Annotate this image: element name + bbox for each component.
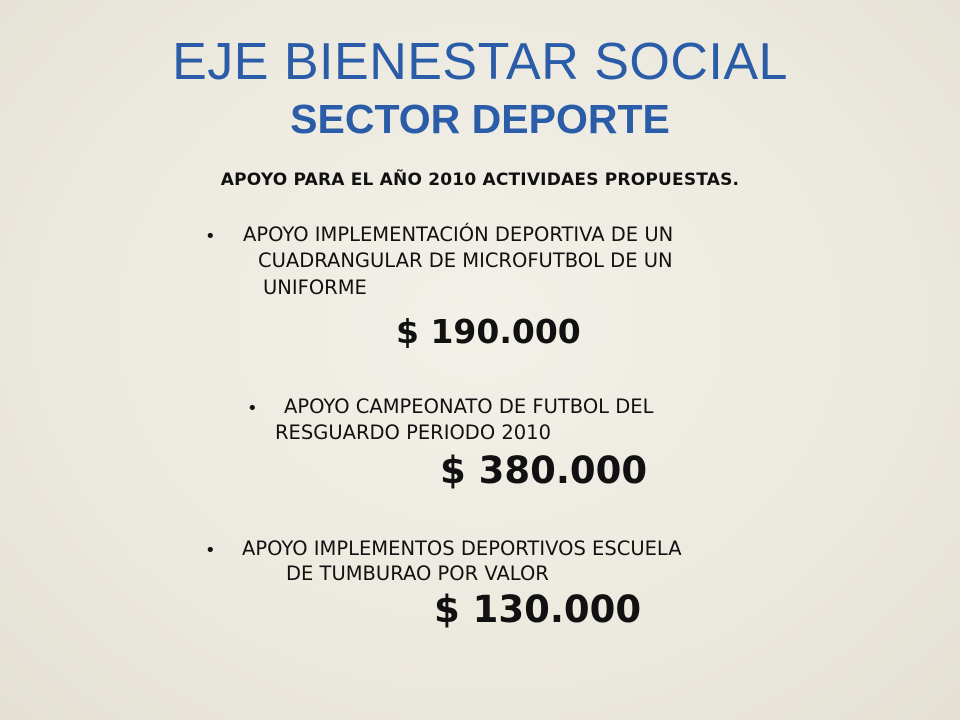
bullet-dot-icon: • xyxy=(205,226,216,247)
bullet-text-line: CUADRANGULAR DE MICROFUTBOL DE UN xyxy=(258,249,673,272)
intro-heading: APOYO PARA EL AÑO 2010 ACTIVIDAES PROPUESTAS. xyxy=(220,170,740,190)
bullet-text-line: APOYO CAMPEONATO DE FUTBOL DEL xyxy=(284,395,654,418)
bullet-text-line: APOYO IMPLEMENTOS DEPORTIVOS ESCUELA xyxy=(242,537,682,560)
slide-title: EJE BIENESTAR SOCIAL xyxy=(172,33,788,91)
amount-value: $ 130.000 xyxy=(434,588,642,631)
amount-value: $ 190.000 xyxy=(396,312,581,351)
bullet-text-line: APOYO IMPLEMENTACIÓN DEPORTIVA DE UN xyxy=(243,223,674,246)
amount-value: $ 380.000 xyxy=(440,449,648,492)
bullet-dot-icon: • xyxy=(247,398,258,419)
bullet-text-line: UNIFORME xyxy=(263,276,367,299)
bullet-dot-icon: • xyxy=(205,540,216,561)
slide-subtitle: SECTOR DEPORTE xyxy=(290,96,670,142)
bullet-text-line: RESGUARDO PERIODO 2010 xyxy=(275,421,551,444)
bullet-text-line: DE TUMBURAO POR VALOR xyxy=(286,562,549,585)
